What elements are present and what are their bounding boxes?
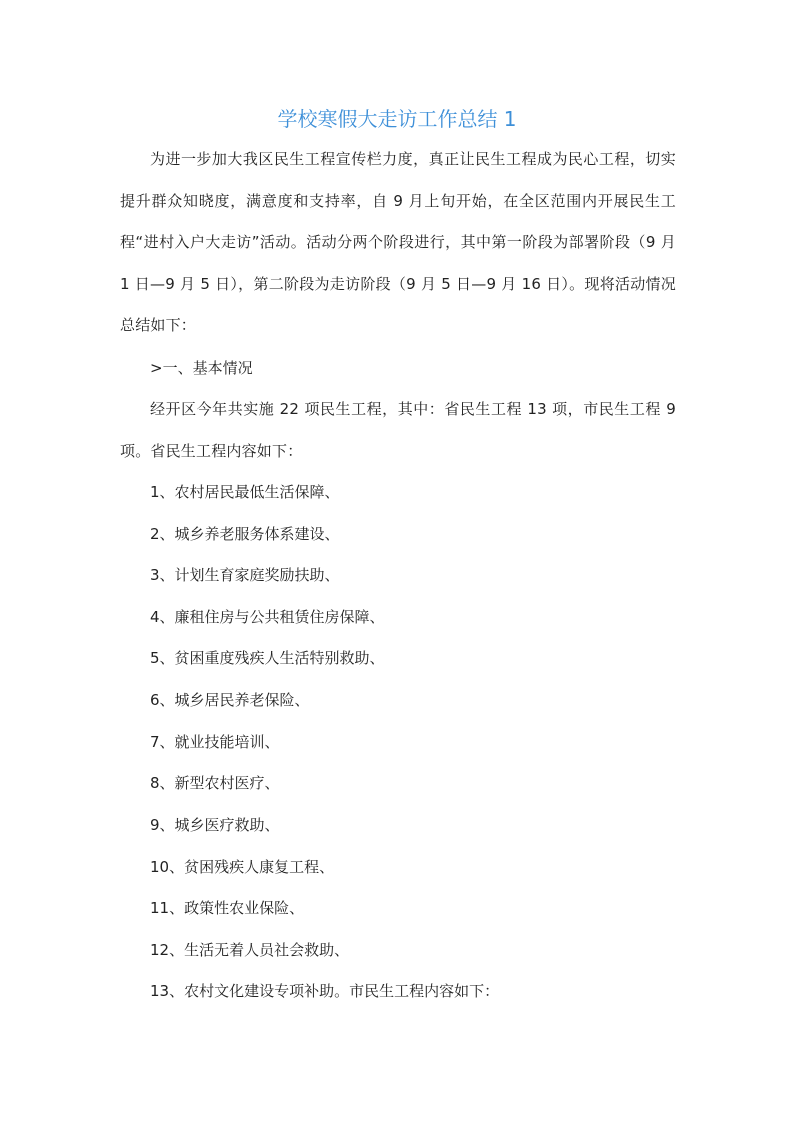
list-item: 12、生活无着人员社会救助、: [150, 941, 350, 959]
list-item: 4、廉租住房与公共租赁住房保障、: [150, 608, 385, 626]
list-item: 9、城乡医疗救助、: [150, 816, 280, 834]
list-item: 3、计划生育家庭奖励扶助、: [150, 566, 340, 584]
list-item: 5、贫困重度残疾人生活特别救助、: [150, 649, 385, 667]
intro-paragraph: 为进一步加大我区民生工程宣传栏力度，真正让民生工程成为民心工程，切实提升群众知晓度，满意度和支持率，自 9 月上旬开始，在全区范围内开展民生工程“进村入户大走访”活动。活动分两个阶段进行，其中第一阶段为部署阶段（9 月 1 日—9 月 5 日），第二阶段为走访阶段（9 月 5 日—9 月 16 日）。现将活动情况总结如下：: [120, 150, 676, 335]
list-item: 1、农村居民最低生活保障、: [150, 483, 340, 501]
list-item: 11、政策性农业保险、: [150, 899, 305, 917]
document-title: 学校寒假大走访工作总结 1: [277, 107, 517, 131]
section-heading: >一、基本情况: [150, 359, 253, 377]
list-item: 8、新型农村医疗、: [150, 774, 280, 792]
summary-paragraph: 经开区今年共实施 22 项民生工程，其中：省民生工程 13 项，市民生工程 9 项。省民生工程内容如下：: [120, 400, 676, 460]
list-item: 6、城乡居民养老保险、: [150, 691, 310, 709]
list-item: 2、城乡养老服务体系建设、: [150, 525, 340, 543]
list-item: 13、农村文化建设专项补助。市民生工程内容如下：: [150, 982, 500, 1000]
list-item: 7、就业技能培训、: [150, 733, 280, 751]
list-item: 10、贫困残疾人康复工程、: [150, 858, 335, 876]
